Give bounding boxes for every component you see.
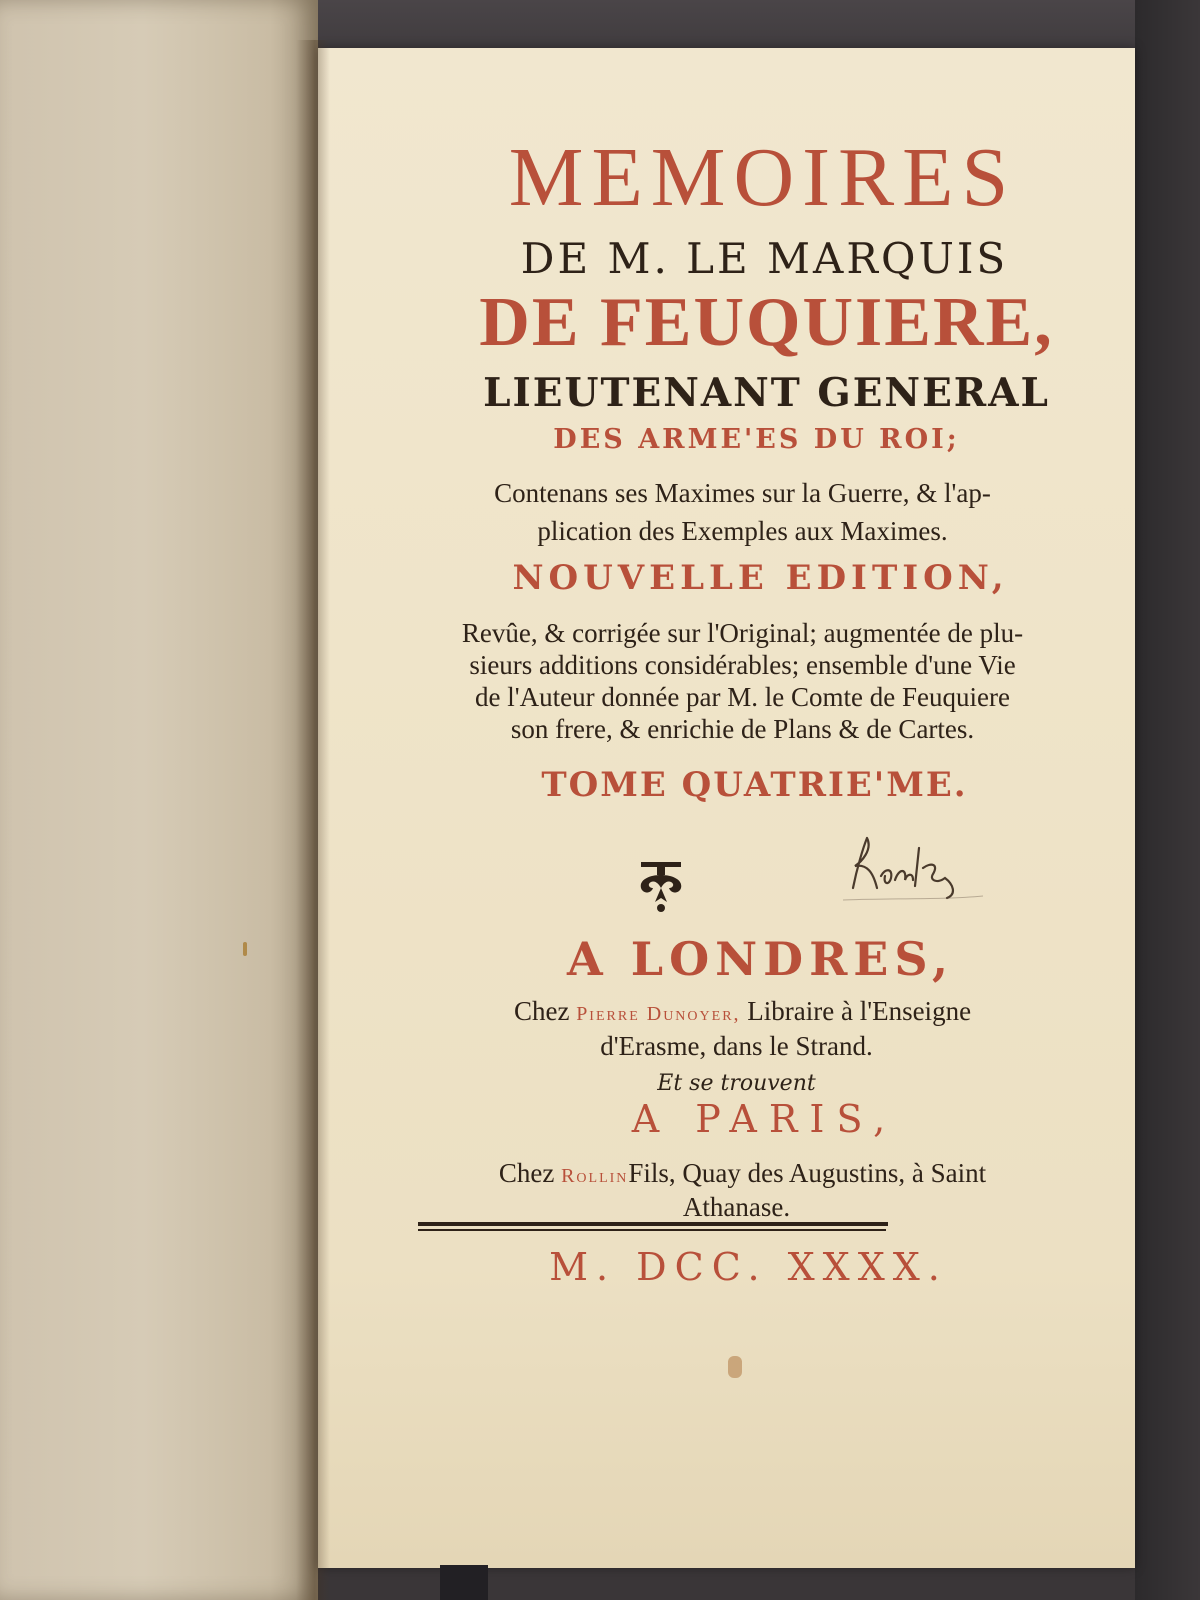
revision-line-2: sieurs additions considérables; ensemble d'une Vie	[469, 650, 1016, 680]
sold-at-label: Et se trouvent	[657, 1071, 816, 1096]
bookmark-ribbon	[440, 1565, 488, 1600]
publisher-1-suffix: Libraire à l'Enseigne	[747, 996, 972, 1026]
handwritten-signature	[833, 828, 993, 918]
publisher-1-line	[334, 998, 1151, 1025]
author-rank: LIEUTENANT GENERAL	[483, 370, 1050, 416]
revision-line-4: son frere, & enrichie de Plans & de Cartes.	[510, 714, 975, 744]
publisher-2-suffix: Fils, Quay des Augustins, à Saint	[628, 1158, 987, 1188]
publication-date: M. DCC. XXXX.	[549, 1245, 948, 1289]
book-gutter	[296, 40, 330, 1600]
edition-heading: NOUVELLE EDITION,	[512, 558, 1009, 598]
revision-line-3: de l'Auteur donnée par M. le Comte de Feuquiere	[475, 682, 1010, 712]
book-title: MEMOIRES	[508, 131, 1017, 224]
publisher-1-line-2: d'Erasme, dans le Strand.	[600, 1031, 873, 1061]
publisher-2-line-2: Athanase.	[682, 1192, 791, 1222]
imprint-city-paris: A PARIS,	[631, 1097, 898, 1141]
author-name: DE FEUQUIERE,	[479, 284, 1054, 361]
contents-line-1: Contenans ses Maximes sur la Guerre, & l'ap-	[494, 478, 991, 508]
publisher-1-name: Pierre Dunoyer,	[576, 1003, 741, 1025]
fleuron-ornament-icon	[631, 858, 691, 918]
double-rule-bottom	[418, 1229, 886, 1231]
publisher-2-name: Rollin	[561, 1165, 629, 1187]
double-rule-top	[418, 1222, 888, 1226]
publisher-2-line	[334, 1160, 1151, 1187]
title-page	[318, 48, 1135, 1568]
publisher-1-prefix: Chez	[513, 996, 570, 1026]
imprint-city-london: A LONDRES,	[567, 932, 954, 986]
publisher-2-prefix: Chez	[498, 1158, 555, 1188]
revision-line-1: Revûe, & corrigée sur l'Original; augmentée de plu-	[461, 618, 1024, 648]
left-page-blank	[0, 0, 318, 1600]
volume-label: TOME QUATRIE'ME.	[541, 765, 968, 805]
paper-speck	[243, 942, 247, 956]
book-subtitle: DE M. LE MARQUIS	[520, 234, 1009, 283]
author-army: DES ARME'ES DU ROI;	[553, 424, 960, 455]
contents-line-2: plication des Exemples aux Maximes.	[537, 516, 948, 546]
paper-stain	[728, 1356, 742, 1378]
